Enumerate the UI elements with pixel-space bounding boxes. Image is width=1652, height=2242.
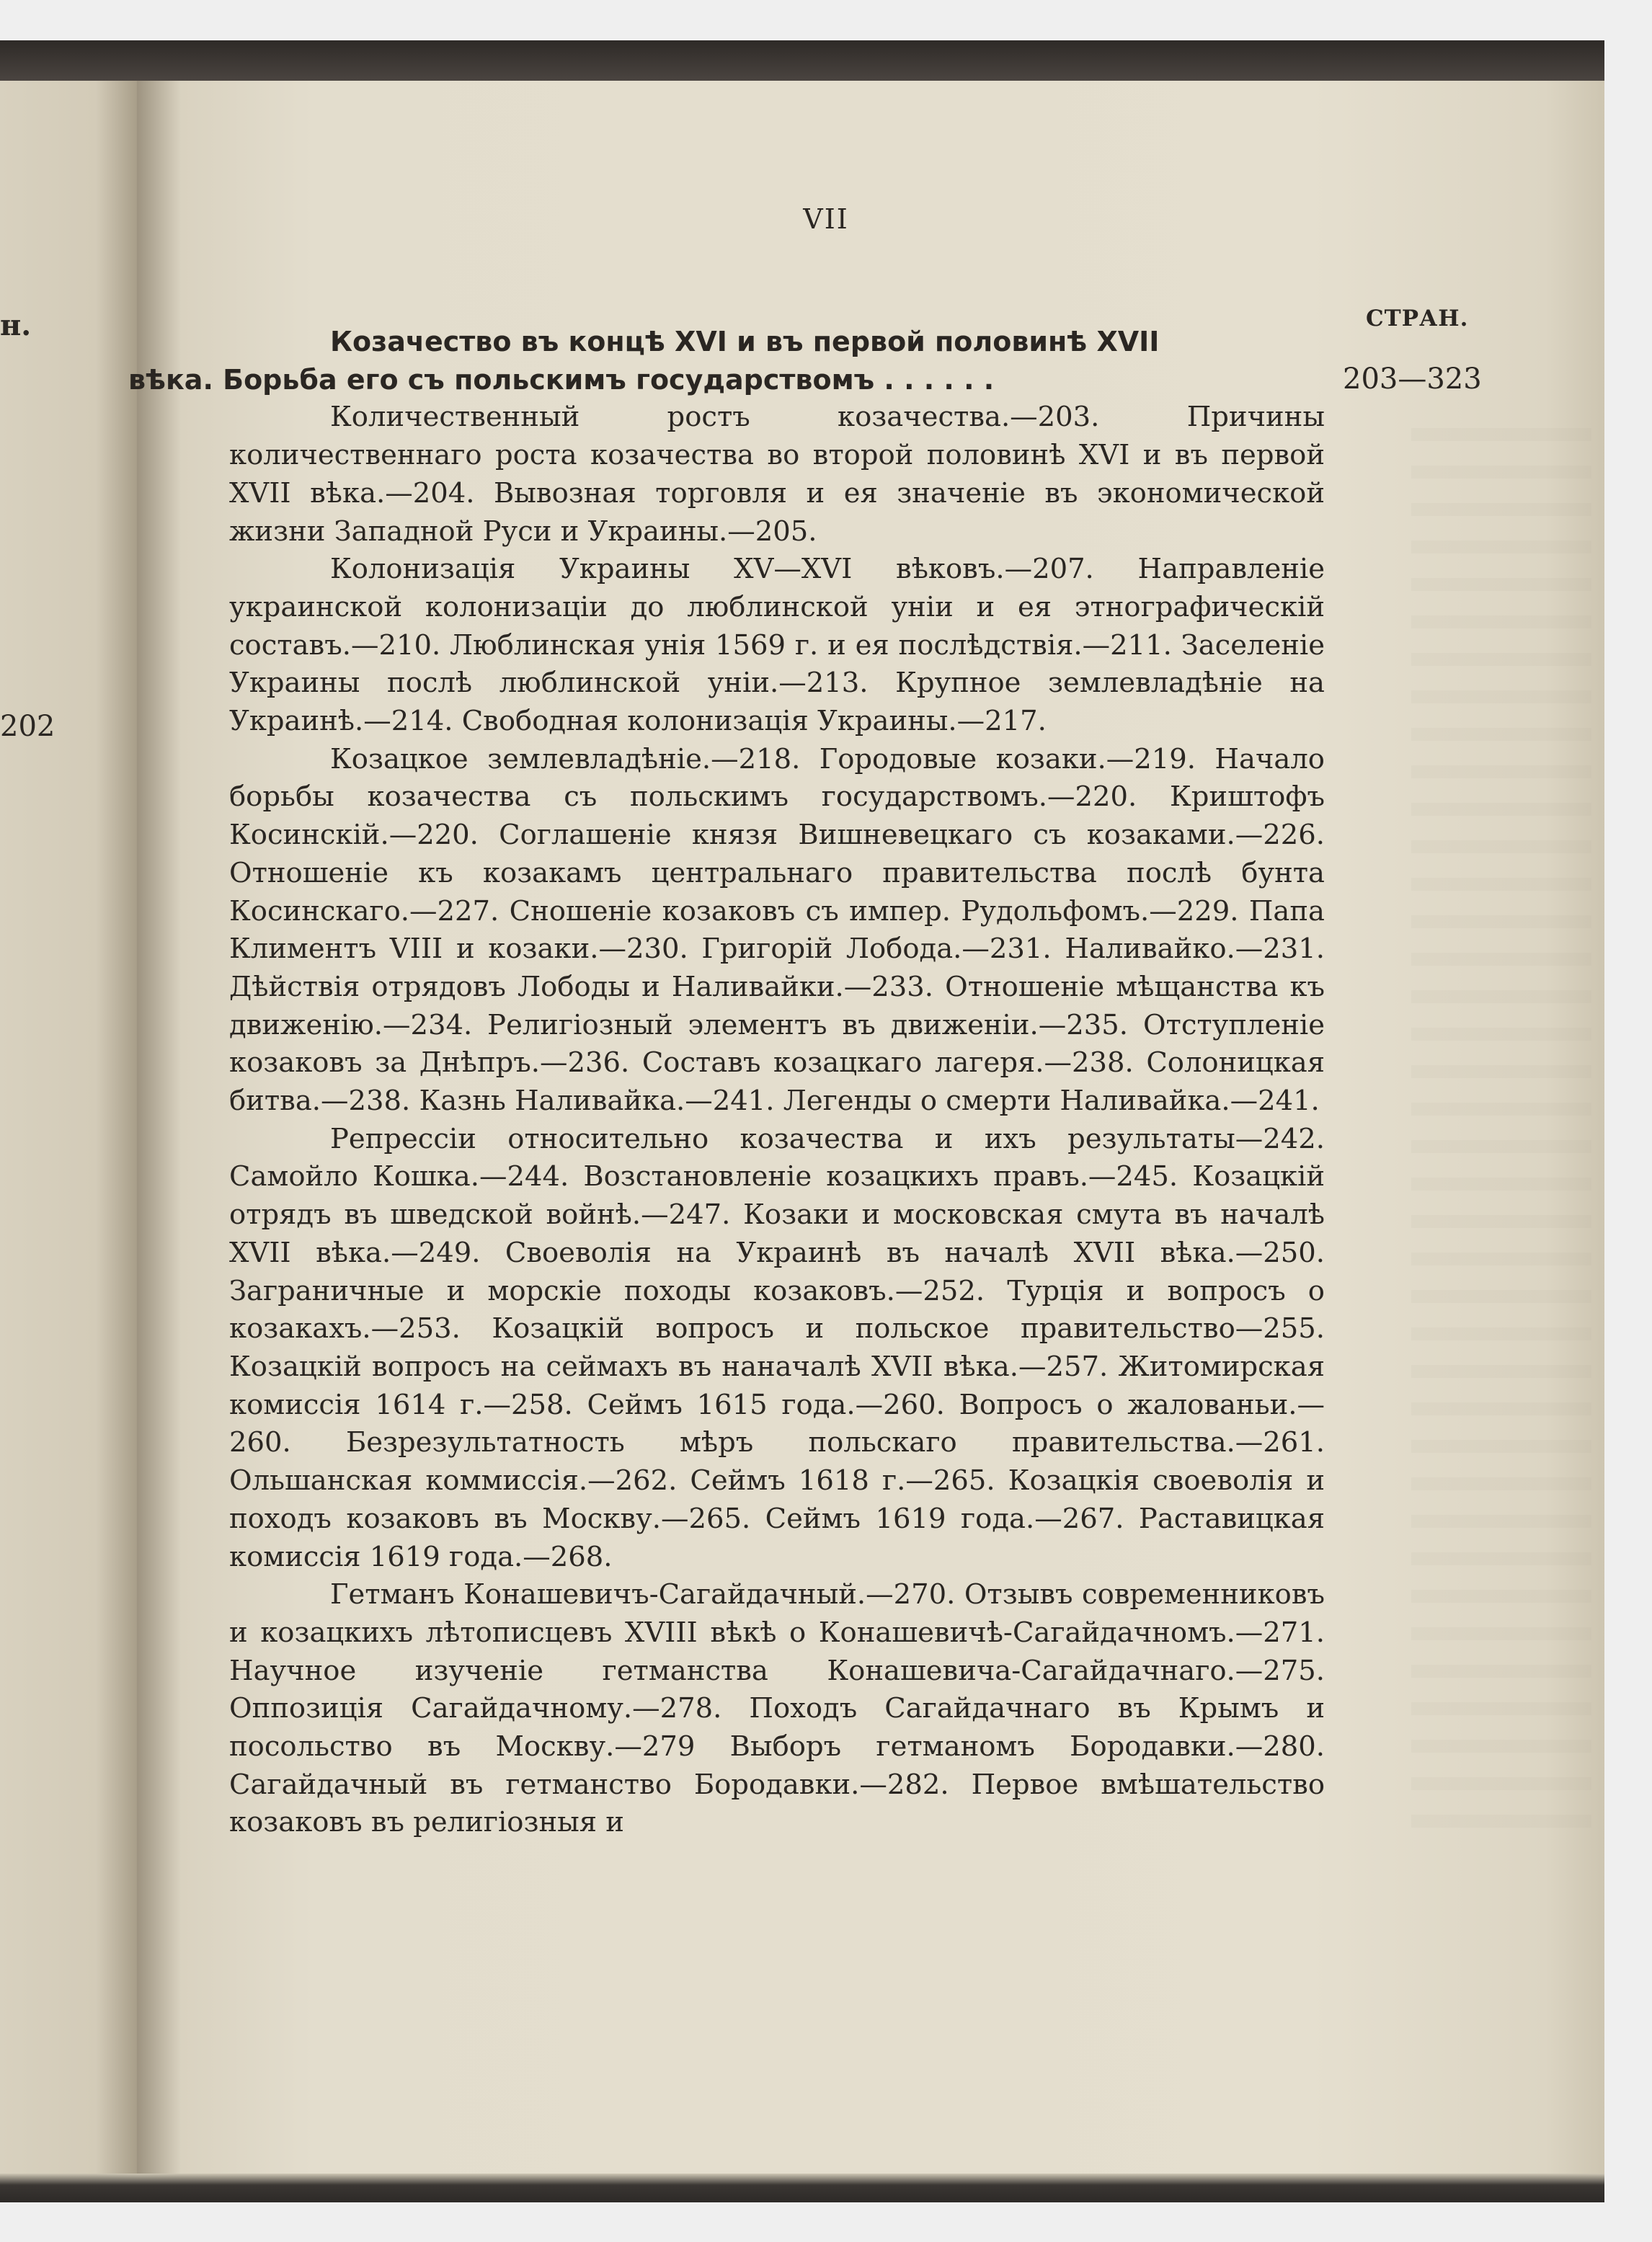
toc-paragraph-5: Гетманъ Конашевичъ-Сагайдачный.—270. Отзывъ современниковъ и козацкихъ лѣтописцевъ XVIII вѣкѣ о Конашевичѣ-Сагайдачномъ.—271. Научное изученіе гетманства Конашевича-Сагайдачнаго.—275. Оппозиція Сагайдачному.—278. Походъ Сагайдачнаго въ Крымъ и посольство въ Москву.—279 Выборъ гетманомъ Бородавки.—280. Сагайдачный въ гетманство Бородавки.—282. Первое вмѣшательство козаковъ въ религіозныя и xyxy=(229,1578,1325,1839)
left-page-fragment-number: 202 xyxy=(0,710,55,743)
left-page-fragment-header: н. xyxy=(0,308,32,342)
cover-edge-bottom xyxy=(0,2174,1604,2202)
pages-column-header: СТРАН. xyxy=(1366,306,1469,332)
show-through-text xyxy=(1411,404,1591,1845)
toc-paragraph-3: Козацкое землевладѣніе.—218. Городовые козаки.—219. Начало борьбы козачества съ польскимъ государствомъ.—220. Криштофъ Косинскій.—220. Соглашеніе князя Вишневецкаго съ козаками.—226. Отношеніе къ козакамъ центральнаго правительства послѣ бунта Косинскаго.—227. Сношеніе козаковъ съ импер. Рудольфомъ.—229. Папа Климентъ VIII и козаки.—230. Григорій Лобода.—231. Наливайко.—231. Дѣйствія отрядовъ Лободы и Наливайки.—233. Отношеніе мѣщанства къ движенію.—234. Религіозный элементъ въ движеніи.—235. Отступленіе козаковъ за Днѣпръ.—236. Составъ козацкаго лагеря.—238. Солоницкая битва.—238. Казнь Наливайка.—241. Легенды о смерти Наливайка.—241. xyxy=(229,742,1325,1118)
page-roman-number: VII xyxy=(803,203,849,235)
cover-edge-top xyxy=(0,40,1604,81)
toc-paragraph-1: Количественный ростъ козачества.—203. Причины количественнаго роста козачества во второй половинѣ XVI и въ первой XVII вѣка.—204. Вывозная торговля и ея значеніе въ экономической жизни Западной Руси и Украины.—205. xyxy=(229,401,1325,548)
section-title-line1: Козачество въ концѣ XVI и въ первой половинѣ XVII xyxy=(330,326,1160,357)
toc-paragraph-4: Репрессіи относительно козачества и ихъ результаты—242. Самойло Кошка.—244. Возстановленіе козацкихъ правъ.—245. Козацкій отрядъ въ шведской войнѣ.—247. Козаки и московская смута въ началѣ XVII вѣка.—249. Своеволія на Украинѣ въ началѣ XVII вѣка.—250. Заграничные и морскіе походы козаковъ.—252. Турція и вопросъ о козакахъ.—253. Козацкій вопросъ и польское правительство—255. Козацкій вопросъ на сеймахъ въ наначалѣ XVII вѣка.—257. Житомирская комиссія 1614 г.—258. Сеймъ 1615 года.—260. Вопросъ о жалованьи.—260. Безрезультатность мѣръ польскаго правительства.—261. Ольшанская коммиссія.—262. Сеймъ 1618 г.—265. Козацкія своеволія и походъ козаковъ въ Москву.—265. Сеймъ 1619 года.—267. Раставицкая комиссія 1619 года.—268. xyxy=(229,1122,1325,1573)
toc-paragraph-2: Колонизація Украины XV—XVI вѣковъ.—207. Направленіе украинской колонизаціи до люблинской уніи и ея этнографическій составъ.—210. Люблинская унія 1569 г. и ея послѣдствія.—211. Заселеніе Украины послѣ люблинской уніи.—213. Крупное землевладѣніе на Украинѣ.—214. Свободная колонизація Украины.—217. xyxy=(229,553,1325,738)
left-page-edge xyxy=(0,81,137,2174)
section-page-range: 203—323 xyxy=(1343,362,1482,396)
toc-section xyxy=(128,323,1325,1842)
section-title xyxy=(128,323,1325,399)
section-title-line2: вѣка. Борьба его съ польскимъ государствомъ . . . . . . xyxy=(128,363,995,396)
